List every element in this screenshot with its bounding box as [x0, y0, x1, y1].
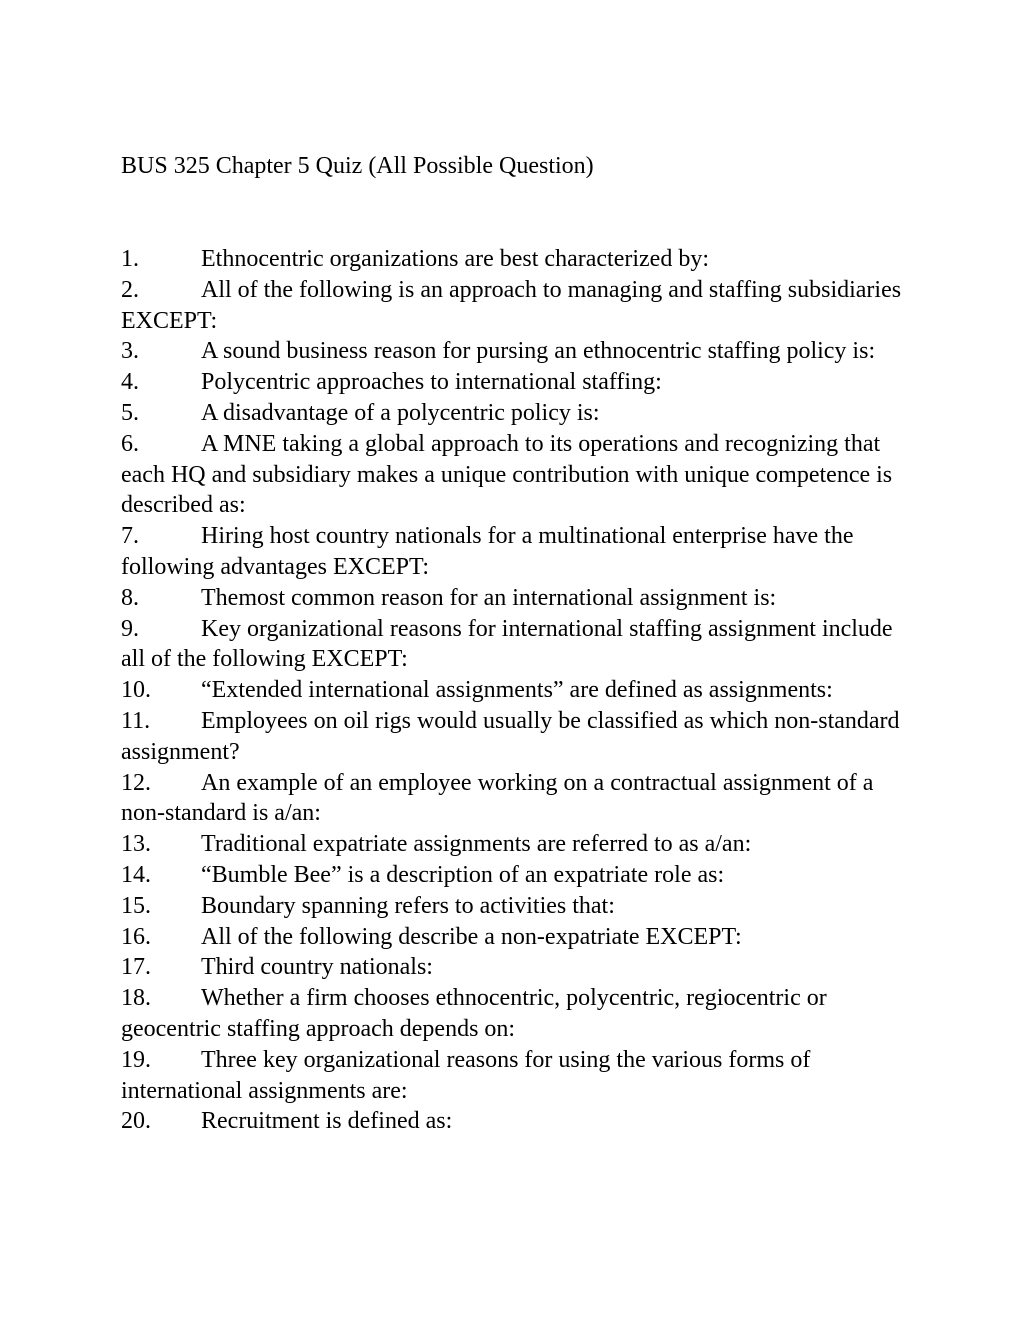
question-number: 20.	[121, 1108, 151, 1135]
question-number: 3.	[121, 338, 139, 365]
question-item	[121, 922, 911, 953]
question-text: A sound business reason for pursing an ethnocentric staffing policy is:	[201, 338, 876, 365]
question-number: 10.	[121, 677, 151, 704]
question-item	[121, 521, 911, 583]
question-text: Themost common reason for an international assignment is:	[201, 584, 777, 611]
question-item	[121, 829, 911, 860]
question-item	[121, 675, 911, 706]
question-text: “Bumble Bee” is a description of an expatriate role as:	[201, 861, 725, 888]
question-item	[121, 952, 911, 983]
question-number: 19.	[121, 1046, 151, 1073]
question-text: Polycentric approaches to international staffing:	[201, 369, 662, 396]
question-number: 16.	[121, 923, 151, 950]
question-text: An example of an employee working on a contractual assignment of a non-standard is a/an:	[121, 769, 874, 827]
question-text: Third country nationals:	[201, 954, 433, 981]
question-item	[121, 891, 911, 922]
question-text: Key organizational reasons for international staffing assignment include all of the following EXCEPT:	[121, 615, 893, 673]
question-number: 5.	[121, 399, 139, 426]
question-number: 6.	[121, 430, 139, 457]
question-text: All of the following describe a non-expatriate EXCEPT:	[201, 923, 742, 950]
question-text: Ethnocentric organizations are best characterized by:	[201, 246, 709, 272]
question-list	[121, 244, 911, 1137]
question-item	[121, 244, 911, 275]
question-item	[121, 1045, 911, 1107]
question-text: All of the following is an approach to managing and staffing subsidiaries EXCEPT:	[121, 276, 902, 334]
question-text: Recruitment is defined as:	[201, 1108, 453, 1135]
question-text: Three key organizational reasons for using the various forms of international assignments are:	[121, 1046, 811, 1104]
question-text: A MNE taking a global approach to its operations and recognizing that each HQ and subsidiary makes a unique contribution with unique competence is described as:	[121, 430, 893, 519]
question-number: 11.	[121, 707, 151, 734]
question-item	[121, 614, 911, 676]
question-number: 14.	[121, 861, 151, 888]
question-number: 13.	[121, 831, 151, 858]
question-number: 15.	[121, 892, 151, 919]
question-number: 18.	[121, 985, 151, 1012]
question-number: 7.	[121, 523, 139, 550]
question-text: Boundary spanning refers to activities that:	[201, 892, 615, 919]
question-number: 1.	[121, 246, 139, 272]
question-number: 8.	[121, 584, 139, 611]
question-item	[121, 983, 911, 1045]
question-text: Traditional expatriate assignments are referred to as a/an:	[201, 831, 752, 858]
question-text: “Extended international assignments” are defined as assignments:	[201, 677, 833, 704]
question-number: 2.	[121, 276, 139, 303]
question-item	[121, 275, 911, 337]
question-item	[121, 1106, 911, 1137]
document-title: BUS 325 Chapter 5 Quiz (All Possible Question)	[121, 153, 594, 179]
question-item	[121, 706, 911, 768]
question-item	[121, 768, 911, 830]
question-item	[121, 367, 911, 398]
question-item	[121, 398, 911, 429]
question-text: A disadvantage of a polycentric policy is:	[201, 399, 600, 426]
question-item	[121, 336, 911, 367]
question-number: 9.	[121, 615, 139, 642]
question-text: Whether a firm chooses ethnocentric, polycentric, regiocentric or geocentric staffing approach depends on:	[121, 985, 827, 1042]
question-item	[121, 429, 911, 521]
question-text: Employees on oil rigs would usually be classified as which non-standard assignment?	[121, 707, 900, 765]
question-item	[121, 583, 911, 614]
question-text: Hiring host country nationals for a multinational enterprise have the following advantages EXCEPT:	[121, 523, 854, 580]
question-number: 17.	[121, 954, 151, 981]
question-number: 4.	[121, 369, 139, 396]
question-number: 12.	[121, 769, 151, 796]
question-item	[121, 860, 911, 891]
